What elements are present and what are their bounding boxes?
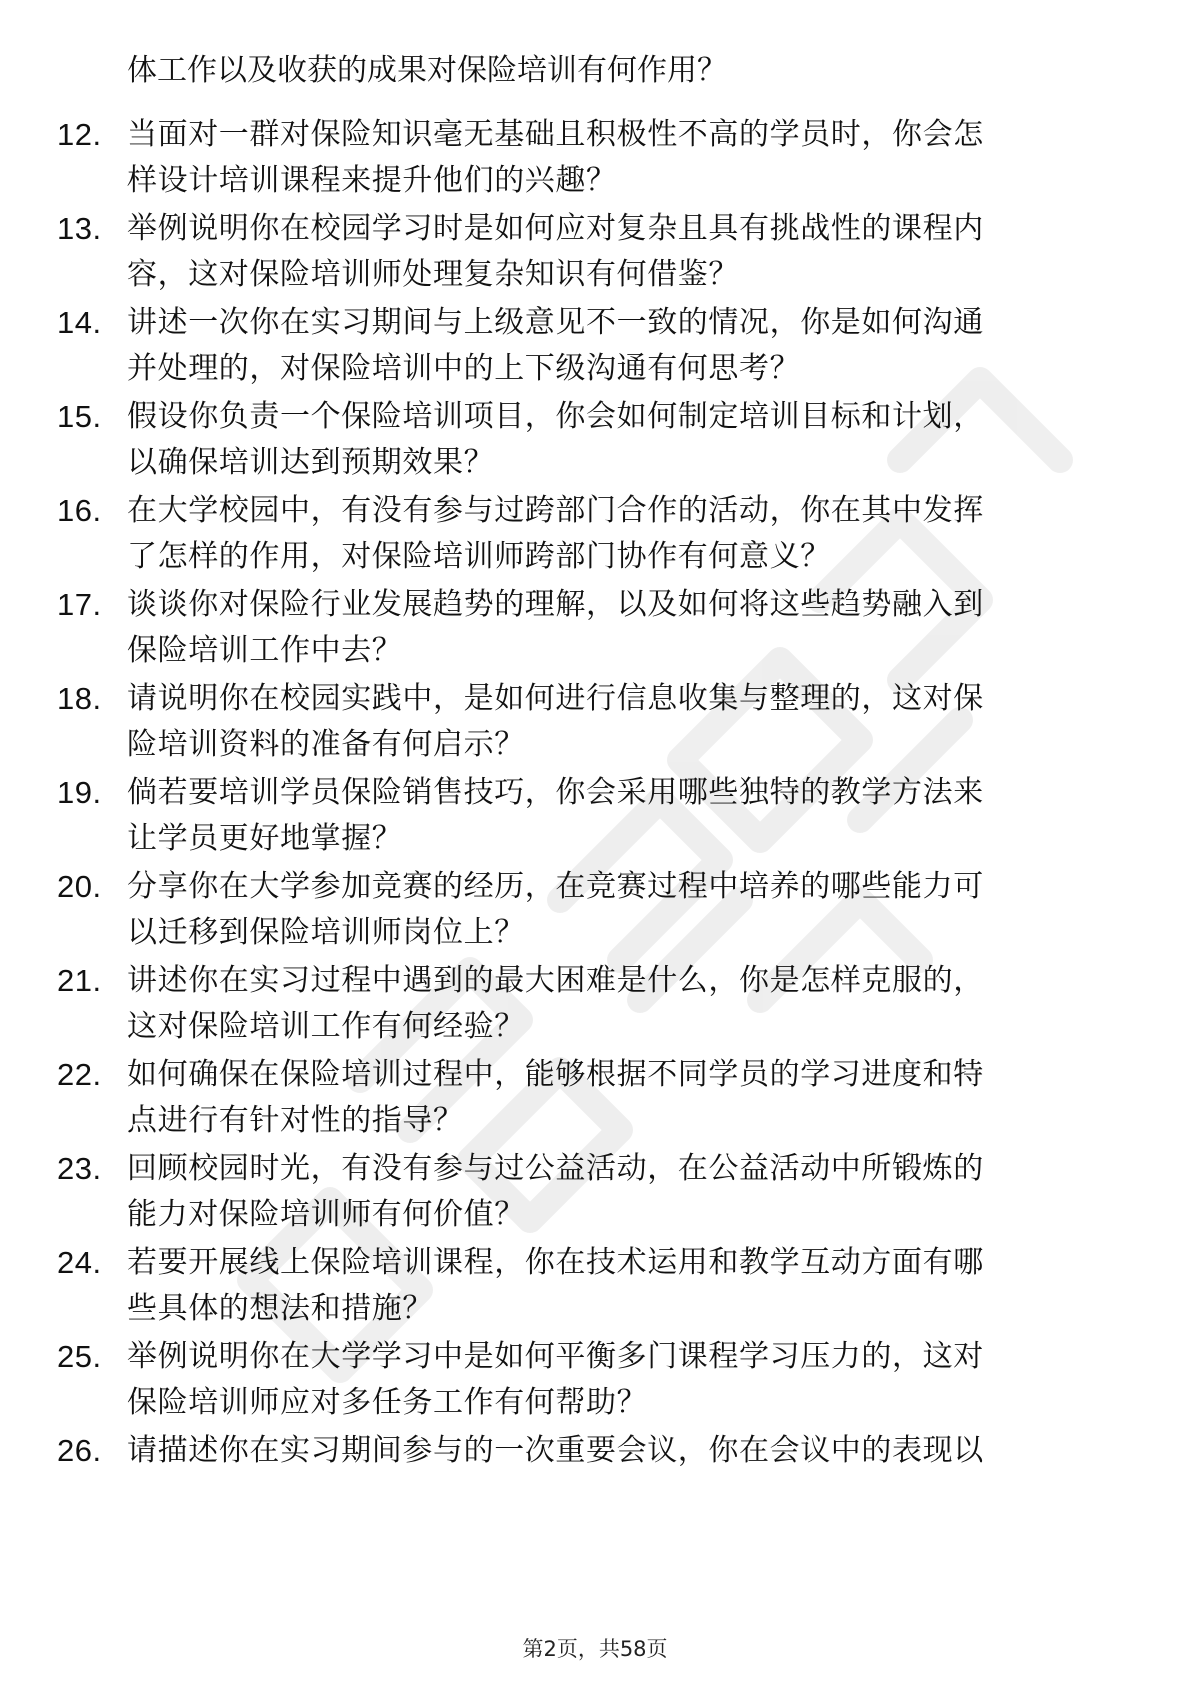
question-list — [0, 112, 1190, 1522]
list-item — [0, 1428, 1190, 1522]
question-text: 当面对一群对保险知识毫无基础且积极性不高的学员时，你会怎 样设计培训课程来提升他们的兴趣？ — [127, 117, 984, 198]
question-number: 25. — [57, 1339, 102, 1374]
list-item — [0, 394, 1190, 488]
list-item — [0, 1334, 1190, 1428]
question-number: 18. — [57, 681, 102, 716]
list-item — [0, 1146, 1190, 1240]
question-number: 16. — [57, 493, 102, 528]
question-number: 22. — [57, 1057, 102, 1092]
question-text: 请说明你在校园实践中，是如何进行信息收集与整理的，这对保 险培训资料的准备有何启示？ — [127, 681, 984, 762]
question-number: 15. — [57, 399, 102, 434]
question-number: 21. — [57, 963, 102, 998]
list-item — [0, 206, 1190, 300]
list-item — [0, 1052, 1190, 1146]
question-text: 如何确保在保险培训过程中，能够根据不同学员的学习进度和特 点进行有针对性的指导？ — [127, 1057, 984, 1138]
list-item — [0, 864, 1190, 958]
question-text: 举例说明你在大学学习中是如何平衡多门课程学习压力的，这对 保险培训师应对多任务工作有何帮助？ — [127, 1339, 984, 1420]
list-item — [0, 300, 1190, 394]
question-number: 26. — [57, 1433, 102, 1468]
question-number: 14. — [57, 305, 102, 340]
page-number-footer: 第2页，共58页 — [522, 1637, 668, 1661]
question-text: 请描述你在实习期间参与的一次重要会议，你在会议中的表现以 — [127, 1433, 984, 1468]
question-text: 讲述你在实习过程中遇到的最大困难是什么，你是怎样克服的， 这对保险培训工作有何经验？ — [127, 963, 984, 1044]
list-item — [0, 1240, 1190, 1334]
question-text: 谈谈你对保险行业发展趋势的理解，以及如何将这些趋势融入到 保险培训工作中去？ — [127, 587, 984, 668]
question-text: 倘若要培训学员保险销售技巧，你会采用哪些独特的教学方法来 让学员更好地掌握？ — [127, 775, 984, 856]
question-number: 23. — [57, 1151, 102, 1186]
question-number: 12. — [57, 117, 102, 152]
list-item — [0, 488, 1190, 582]
question-text: 分享你在大学参加竞赛的经历，在竞赛过程中培养的哪些能力可 以迁移到保险培训师岗位上？ — [127, 869, 984, 950]
list-item — [0, 770, 1190, 864]
question-number: 20. — [57, 869, 102, 904]
question-number: 13. — [57, 211, 102, 246]
list-item — [0, 676, 1190, 770]
question-number: 19. — [57, 775, 102, 810]
list-item — [0, 112, 1190, 206]
question-text: 假设你负责一个保险培训项目，你会如何制定培训目标和计划， 以确保培训达到预期效果？ — [127, 399, 984, 480]
question-text: 举例说明你在校园学习时是如何应对复杂且具有挑战性的课程内 容，这对保险培训师处理复杂知识有何借鉴？ — [127, 211, 984, 292]
list-item — [0, 582, 1190, 676]
question-number: 24. — [57, 1245, 102, 1280]
question-number: 17. — [57, 587, 102, 622]
question-continuation-text: 体工作以及收获的成果对保险培训有何作用？ — [127, 53, 727, 88]
question-text: 讲述一次你在实习期间与上级意见不一致的情况，你是如何沟通 并处理的，对保险培训中的上下级沟通有何思考？ — [127, 305, 984, 386]
question-text: 在大学校园中，有没有参与过跨部门合作的活动，你在其中发挥 了怎样的作用，对保险培训师跨部门协作有何意义？ — [127, 493, 984, 574]
list-item — [0, 958, 1190, 1052]
question-text: 若要开展线上保险培训课程，你在技术运用和教学互动方面有哪 些具体的想法和措施？ — [127, 1245, 984, 1326]
question-text: 回顾校园时光，有没有参与过公益活动，在公益活动中所锻炼的 能力对保险培训师有何价值？ — [127, 1151, 984, 1232]
